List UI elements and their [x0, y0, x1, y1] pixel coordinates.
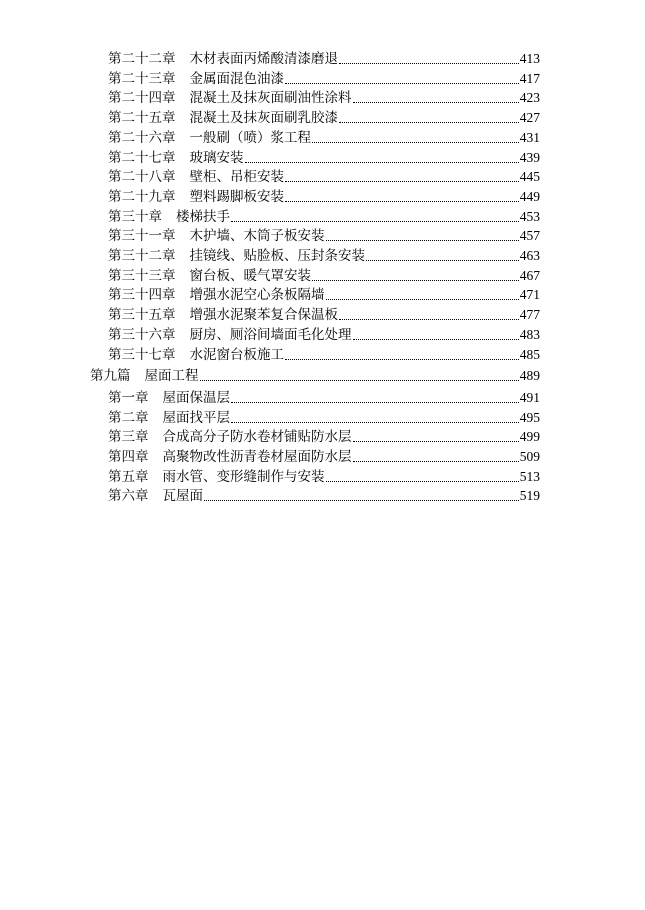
toc-part-entry[interactable] — [90, 367, 540, 385]
toc-entry-number: 第三十二章 — [108, 248, 176, 264]
toc-entry-page: 423 — [519, 90, 540, 106]
dot-leader — [285, 201, 519, 202]
dot-leader — [366, 260, 519, 261]
dot-leader — [353, 339, 519, 340]
toc-entry-title: 高聚物改性沥青卷材屋面防水层 — [162, 449, 352, 465]
toc-entry-number: 第三十章 — [108, 208, 162, 225]
dot-leader — [245, 162, 519, 163]
toc-entry-number: 第二十六章 — [108, 129, 176, 146]
toc-chapter-entry[interactable] — [108, 306, 540, 324]
toc-entry-title: 塑料踢脚板安装 — [189, 188, 284, 205]
toc-chapter-entry[interactable] — [108, 487, 540, 505]
toc-chapter-entry[interactable] — [108, 286, 540, 304]
toc-entry-title: 混凝土及抹灰面刷乳胶漆 — [189, 110, 338, 127]
dot-leader — [200, 380, 519, 381]
dot-leader — [285, 181, 519, 182]
toc-entry-title: 木材表面丙烯酸清漆磨退 — [189, 51, 338, 67]
toc-entry-title: 混凝土及抹灰面刷油性涂料 — [189, 90, 352, 107]
toc-entry-page: 499 — [519, 429, 540, 445]
toc-entry-number: 第九篇 — [90, 368, 131, 385]
toc-chapter-entry[interactable] — [108, 448, 540, 466]
toc-entry-number: 第二十三章 — [108, 70, 176, 87]
toc-entry-number: 第一章 — [108, 389, 149, 406]
toc-entry-title: 增强水泥聚苯复合保温板 — [189, 307, 338, 324]
toc-entry-title: 屋面工程 — [144, 368, 199, 385]
dot-leader — [326, 299, 519, 300]
toc-entry-title: 挂镜线、贴脸板、压封条安装 — [189, 248, 365, 264]
toc-chapter-entry[interactable] — [108, 409, 540, 427]
toc-chapter-entry[interactable] — [108, 227, 540, 245]
dot-leader — [312, 142, 519, 143]
toc-chapter-entry[interactable] — [108, 129, 540, 147]
toc-entry-title: 壁柜、吊柜安装 — [189, 169, 284, 186]
toc-entry-page: 509 — [519, 449, 540, 464]
toc-chapter-entry[interactable] — [108, 428, 540, 446]
toc-chapter-entry[interactable] — [108, 267, 540, 285]
toc-chapter-entry[interactable] — [108, 168, 540, 186]
toc-entry-title: 屋面找平层 — [162, 409, 230, 426]
toc-entry-title: 一般刷（喷）浆工程 — [189, 129, 311, 146]
dot-leader — [339, 122, 519, 123]
toc-entry-number: 第三十三章 — [108, 267, 176, 284]
toc-entry-page: 471 — [519, 287, 540, 303]
toc-chapter-entry[interactable] — [108, 326, 540, 344]
toc-entry-title: 金属面混色油漆 — [189, 70, 284, 87]
dot-leader — [231, 422, 519, 423]
toc-entry-page: 453 — [519, 208, 540, 224]
toc-entry-number: 第三十四章 — [108, 287, 176, 304]
toc-entry-page: 513 — [519, 468, 540, 484]
toc-entry-page: 445 — [519, 169, 540, 185]
toc-entry-number: 第二十九章 — [108, 188, 176, 205]
toc-chapter-entry[interactable] — [108, 247, 540, 265]
toc-entry-title: 增强水泥空心条板隔墙 — [189, 287, 325, 304]
toc-entry-number: 第三章 — [108, 429, 149, 446]
toc-entry-page: 431 — [519, 129, 540, 145]
toc-entry-title: 水泥窗台板施工 — [189, 346, 284, 363]
toc-entry-page: 417 — [519, 70, 540, 86]
dot-leader — [353, 461, 519, 462]
toc-entry-title: 玻璃安装 — [189, 149, 244, 166]
toc-entry-number: 第三十七章 — [108, 346, 176, 363]
dot-leader — [339, 319, 519, 320]
toc-entry-number: 第三十六章 — [108, 326, 176, 343]
toc-entry-page: 483 — [519, 326, 540, 342]
toc-entry-page: 427 — [519, 110, 540, 126]
toc-entry-page: 519 — [519, 488, 540, 504]
dot-leader — [285, 359, 519, 360]
toc-chapter-entry[interactable] — [108, 208, 540, 226]
toc-entry-number: 第二十四章 — [108, 90, 176, 107]
dot-leader — [353, 441, 519, 442]
toc-chapter-entry[interactable] — [108, 70, 540, 88]
toc-entry-title: 木护墙、木筒子板安装 — [189, 228, 325, 245]
toc-entry-number: 第三十五章 — [108, 307, 176, 324]
toc-entry-title: 窗台板、暖气罩安装 — [189, 267, 311, 284]
dot-leader — [204, 500, 519, 501]
dot-leader — [326, 240, 519, 241]
toc-entry-number: 第六章 — [108, 488, 149, 505]
toc-entry-title: 厨房、厕浴间墙面毛化处理 — [189, 326, 352, 343]
toc-entry-title: 楼梯扶手 — [176, 208, 230, 225]
toc-entry-number: 第四章 — [108, 449, 149, 465]
dot-leader — [353, 102, 519, 103]
dot-leader — [231, 402, 519, 403]
toc-entry-page: 413 — [519, 51, 540, 66]
toc-entry-number: 第二十七章 — [108, 149, 176, 166]
toc-chapter-entry[interactable] — [108, 468, 540, 486]
dot-leader — [339, 63, 519, 64]
toc-entry-number: 第二章 — [108, 409, 149, 426]
toc-entry-page: 463 — [519, 248, 540, 263]
toc-entry-page: 485 — [519, 346, 540, 362]
toc-entry-page: 449 — [519, 188, 540, 204]
toc-chapter-entry[interactable] — [108, 109, 540, 127]
toc-entry-title: 瓦屋面 — [162, 488, 203, 505]
toc-chapter-entry[interactable] — [108, 50, 540, 68]
toc-entry-number: 第五章 — [108, 468, 149, 485]
dot-leader — [326, 481, 519, 482]
toc-entry-page: 439 — [519, 149, 540, 165]
dot-leader — [285, 83, 519, 84]
toc-chapter-entry[interactable] — [108, 89, 540, 107]
toc-chapter-entry[interactable] — [108, 389, 540, 407]
toc-entry-number: 第二十二章 — [108, 51, 176, 67]
toc-entry-page: 495 — [519, 409, 540, 425]
toc-entry-page: 491 — [519, 389, 540, 405]
toc-entry-number: 第三十一章 — [108, 228, 176, 245]
toc-entry-title: 雨水管、变形缝制作与安装 — [162, 468, 325, 485]
toc-entry-page: 457 — [519, 228, 540, 244]
toc-entry-page: 489 — [519, 368, 540, 384]
dot-leader — [231, 221, 519, 222]
toc-entry-page: 477 — [519, 307, 540, 323]
toc-chapter-entry[interactable] — [108, 149, 540, 167]
toc-entry-number: 第二十八章 — [108, 169, 176, 186]
toc-chapter-entry[interactable] — [108, 188, 540, 206]
toc-entry-page: 467 — [519, 267, 540, 283]
toc-entry-number: 第二十五章 — [108, 110, 176, 127]
dot-leader — [312, 280, 519, 281]
toc-entry-title: 合成高分子防水卷材铺贴防水层 — [162, 429, 352, 446]
toc-chapter-entry[interactable] — [108, 346, 540, 364]
toc-entry-title: 屋面保温层 — [162, 389, 230, 406]
